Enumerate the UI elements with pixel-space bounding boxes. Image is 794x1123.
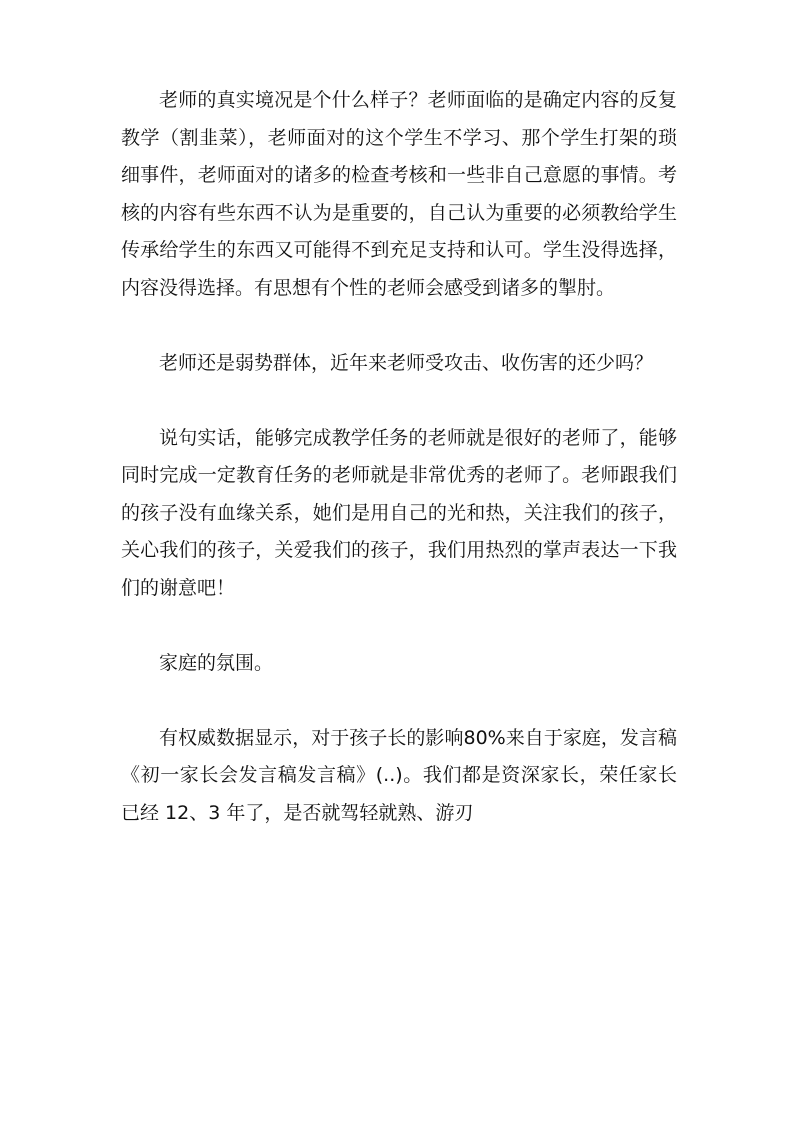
paragraph-vulnerable-group: 老师还是弱势群体，近年来老师受攻击、收伤害的还少吗？ bbox=[159, 351, 654, 374]
paragraph-spacer bbox=[121, 382, 677, 420]
paragraph-thanks-teachers: 说句实话，能够完成教学任务的老师就是很好的老师了，能够同时完成一定教育任务的老师就是非常优秀的老师了。老师跟我们的孩子没有血缘关系，她们是用自己的光和热，关注我们的孩子，关心我们的孩子，关爱我们的孩子，我们用热烈的掌声表达一下我们的谢意吧！ bbox=[121, 426, 677, 599]
paragraph-family-influence: 有权威数据显示，对于孩子长的影响80%来自于家庭，发言稿《初一家长会发言稿发言稿》(..)。我们都是资深家长，荣任家长已经 12、3 年了，是否就驾轻就熟、游刃 bbox=[121, 726, 677, 824]
document-body bbox=[121, 82, 677, 832]
paragraph-spacer bbox=[121, 682, 677, 720]
paragraph-spacer bbox=[121, 307, 677, 345]
paragraph-teacher-situation: 老师的真实境况是个什么样子？老师面临的是确定内容的反复教学（割韭菜），老师面对的这个学生不学习、那个学生打架的琐细事件，老师面对的诸多的检查考核和一些非自己意愿的事情。考核的内容有些东西不认为是重要的，自己认为重要的必须教给学生传承给学生的东西又可能得不到充足支持和认可。学生没得选择，内容没得选择。有思想有个性的老师会感受到诸多的掣肘。 bbox=[121, 89, 677, 299]
paragraph-family-atmosphere: 家庭的氛围。 bbox=[159, 651, 274, 674]
paragraph-spacer bbox=[121, 607, 677, 645]
